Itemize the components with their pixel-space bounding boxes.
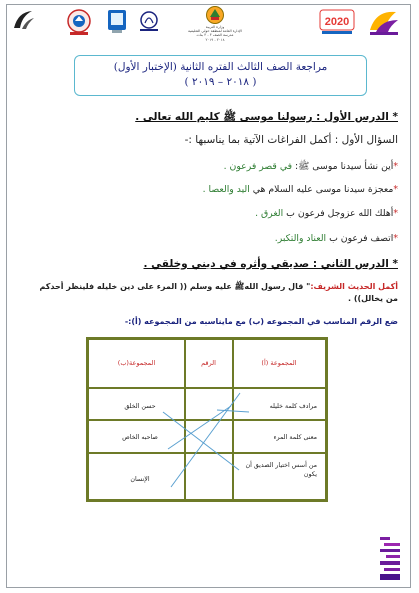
item-answer: اليد والعصا .: [202, 184, 250, 195]
lesson1-heading: * الدرس الأول : رسولنا موسى ﷺ كليم الله تعالى .: [135, 111, 398, 123]
kuwait-emblem-icon: [205, 5, 225, 25]
item-text: أين نشأ سيدنا موسى ﷺ:: [292, 161, 394, 172]
col-number-header: الرقم: [201, 359, 216, 367]
hadith-label: أكمل الحديث الشريف:: [310, 282, 398, 291]
hadith-paragraph: [34, 281, 398, 305]
item-star: *: [393, 208, 398, 219]
ministry-badge-icon: [106, 8, 128, 34]
item-star: *: [393, 184, 398, 195]
item-answer: العناد والتكبر.: [274, 233, 327, 244]
ministry-line-1: وزارة التربية: [205, 25, 225, 29]
item-text: اتصف فرعون ب: [326, 233, 394, 244]
hadith-text: " قال رسول اللهﷺ عليه وسلم (( المرء على دين خليله فلينظر أحدكم من يخالل)) .: [39, 282, 398, 303]
education-logo-icon: [64, 8, 94, 36]
lesson1-item: [30, 184, 398, 195]
item-text: معجزة سيدنا موسى عليه السلام هي: [249, 184, 394, 195]
decorative-stripes-icon: [378, 535, 404, 583]
ministry-header: [160, 5, 270, 42]
ministry-line-2: الإدارة العامة لمنطقة حولي التعليمية: [187, 29, 242, 34]
matching-lines: [89, 340, 325, 499]
col-b-header: المجموعة(ب): [117, 359, 156, 367]
lesson2-heading: * الدرس الثاني : صديقي وأثره في ديني وخلقي .: [143, 258, 398, 270]
item-star: *: [393, 233, 398, 244]
match-instruction: ضع الرقم المناسب في المجموعه (ب) مع مايناسبه من المجموعه (أ):-: [124, 317, 398, 326]
col-a-cell: معنى كلمة المرء: [273, 434, 317, 441]
col-a-cell: مرادف كلمة خليله: [269, 403, 317, 410]
col-b-cell: الإنسان: [130, 476, 150, 483]
col-b-cell: حسن الخلق: [124, 403, 156, 410]
lesson1-item: [30, 160, 398, 174]
col-a-cell: من أسس اختيار الصديق أن يكون: [245, 462, 317, 478]
district-logo-icon: [136, 10, 162, 32]
vision-2020-logo-icon: [318, 6, 356, 36]
title-line-1: مراجعة الصف الثالث الفتره الثانية (الإختبار الأول): [113, 61, 328, 73]
title-line-2: ( ٢٠١٨ – ٢٠١٩ ): [184, 76, 257, 88]
item-answer: في قصر فرعون .: [223, 161, 293, 172]
lesson1-item: [30, 233, 398, 244]
lesson1-question: السؤال الأول : أكمل الفراغات الآتية بما يناسبها :-: [184, 134, 398, 146]
ministry-line-3: مدرسة الصف ٣ - ٣ بنات: [196, 33, 234, 38]
matching-table: [86, 337, 328, 502]
title-box: [74, 55, 367, 96]
item-answer: الغرق .: [255, 208, 284, 219]
col-b-cell: صاحبه الخاص: [122, 434, 158, 441]
col-a-header: المجموعة (أ): [261, 359, 297, 367]
lesson1-item: [30, 208, 398, 219]
item-text: أهلك الله عزوجل فرعون ب: [283, 208, 394, 219]
logo-2020-text: 2020: [324, 16, 350, 28]
school-logo-icon: [10, 8, 36, 32]
school-crest-icon: [366, 6, 402, 36]
ministry-line-4: ٢٠١٨ - ٢٠١٩: [205, 37, 225, 42]
item-star: *: [393, 161, 398, 172]
